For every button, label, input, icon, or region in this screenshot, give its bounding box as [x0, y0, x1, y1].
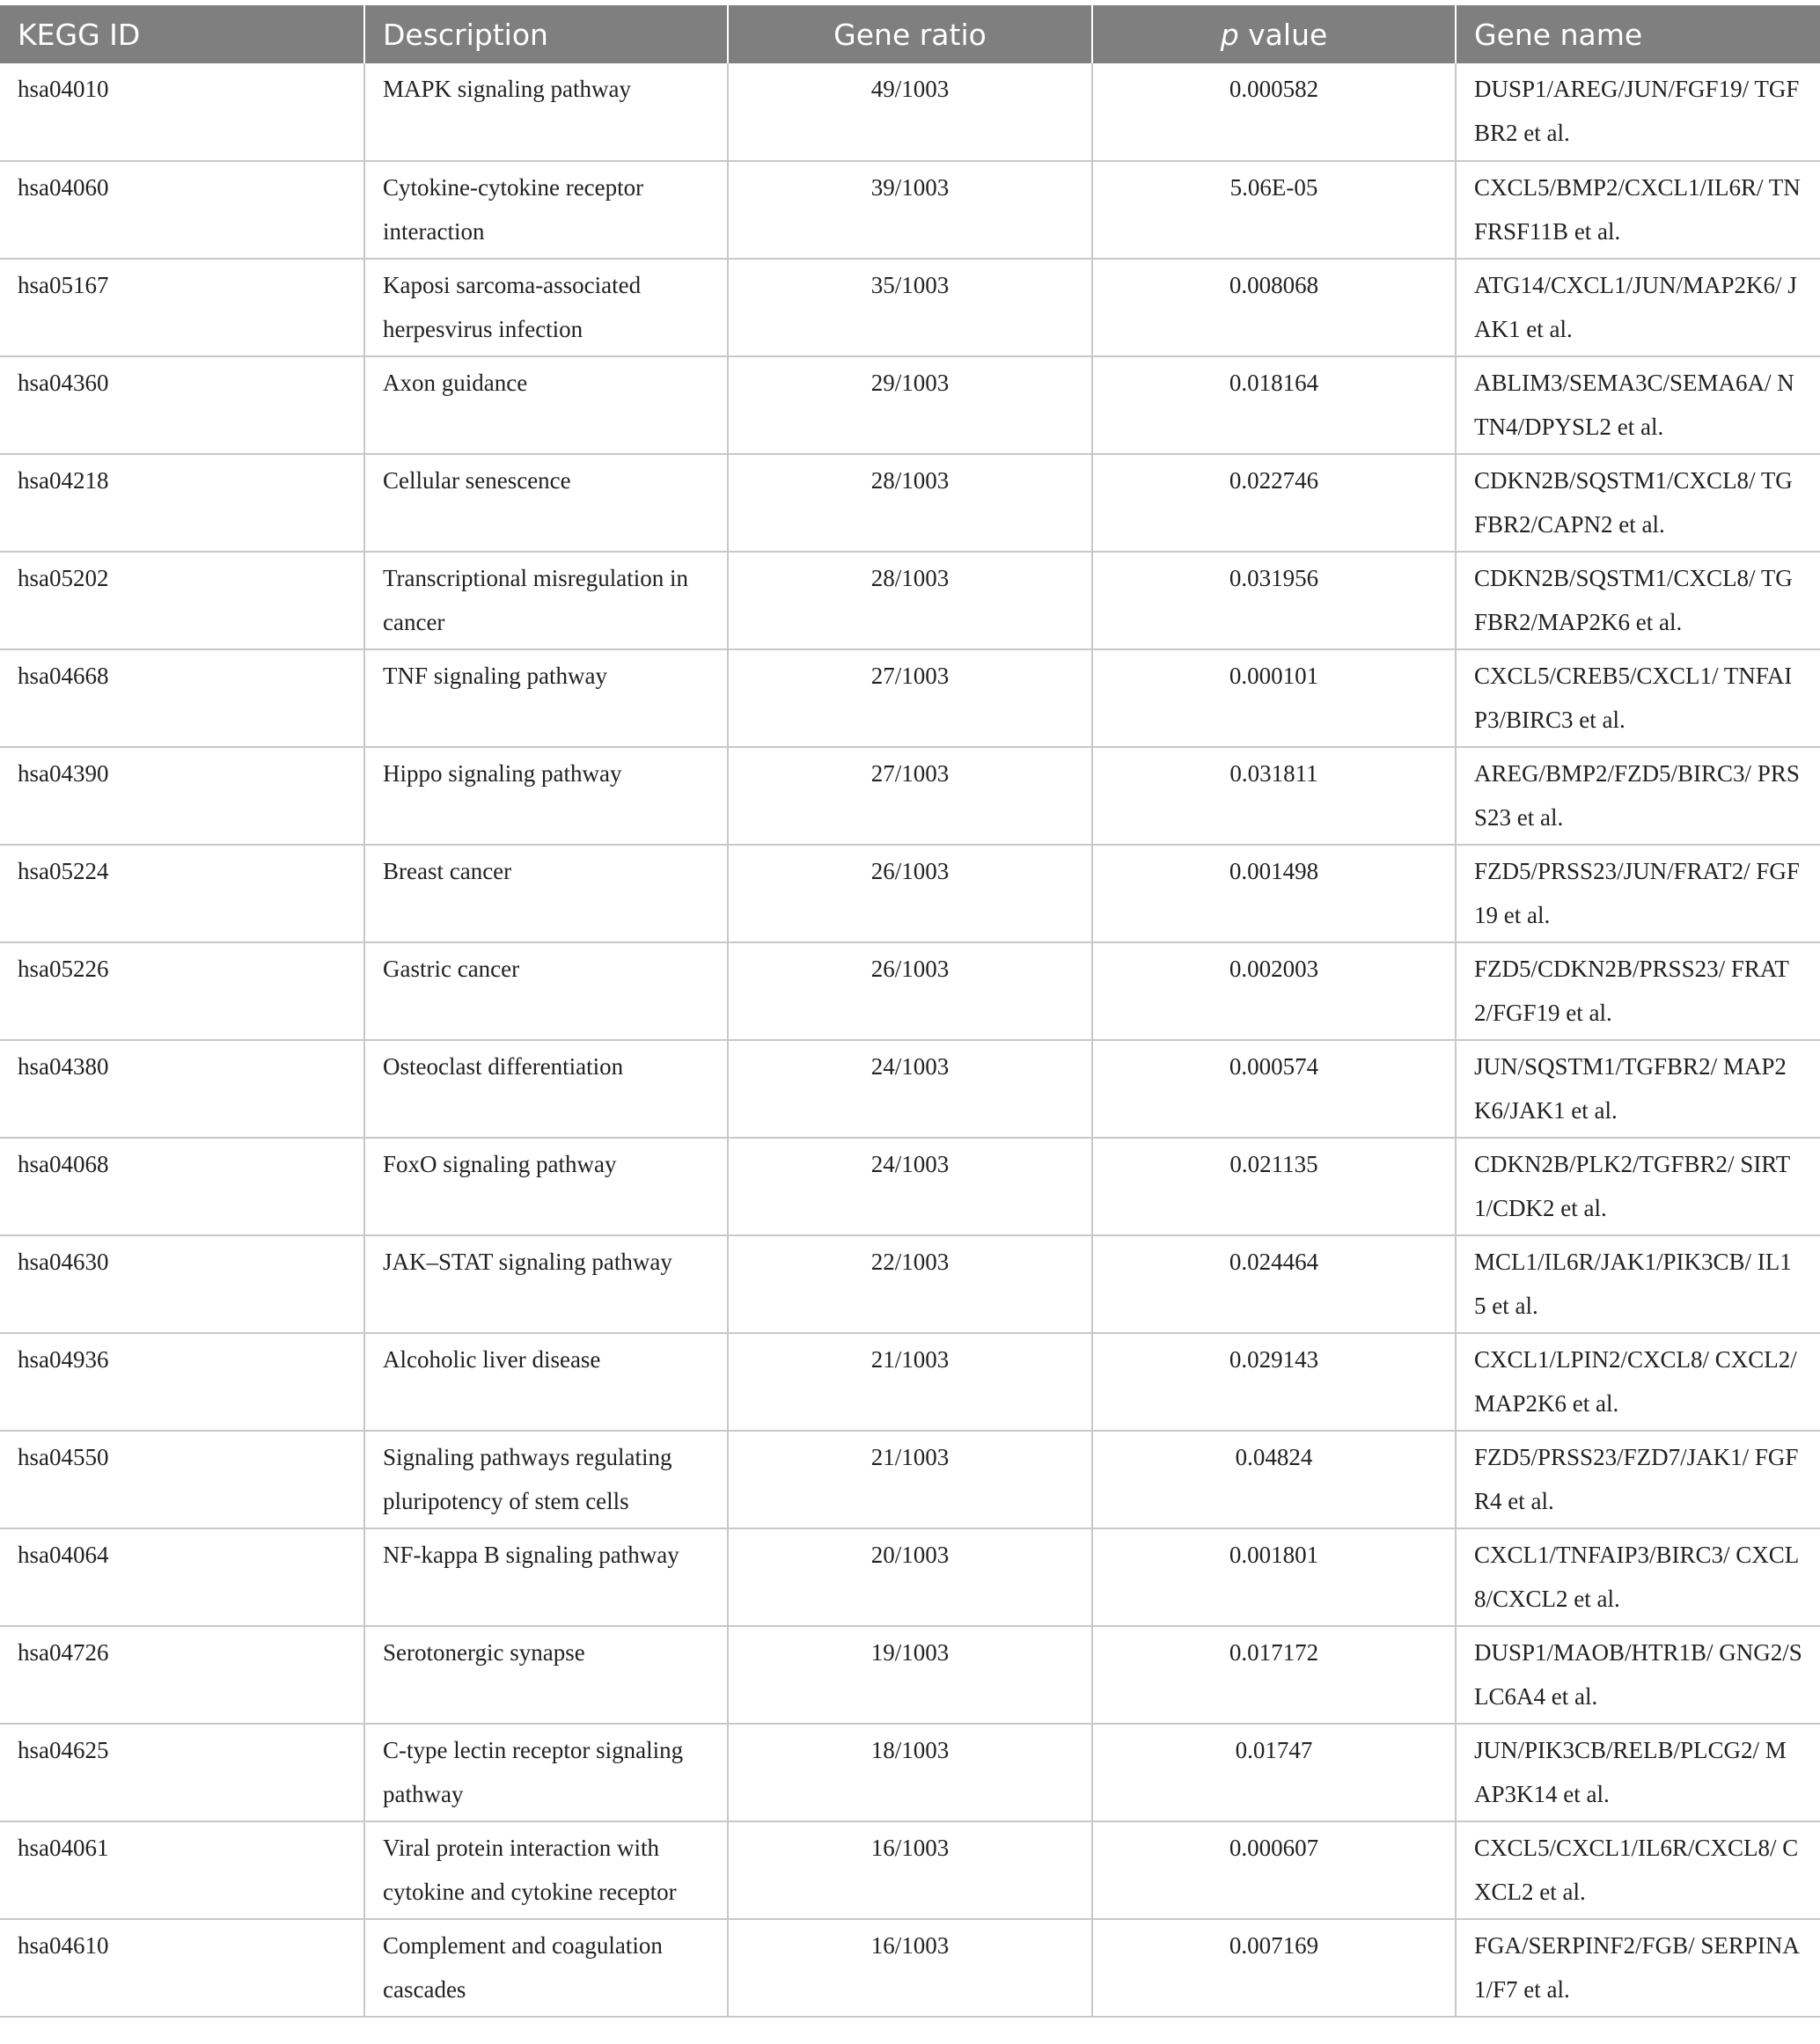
table-row [0, 1431, 1820, 1528]
p-value-cell: 0.007169 [1092, 1919, 1456, 2017]
table-row [0, 942, 1820, 1040]
kegg-id-cell: hsa04064 [0, 1528, 364, 1626]
gene-name-cell: FGA/SERPINF2/FGB/ SERPINA1/F7 et al. [1456, 1919, 1820, 2017]
kegg-id-cell: hsa04625 [0, 1724, 364, 1821]
gene-name-cell: FZD5/PRSS23/JUN/FRAT2/ FGF19 et al. [1456, 845, 1820, 942]
gene-name-cell: AREG/BMP2/FZD5/BIRC3/ PRSS23 et al. [1456, 747, 1820, 845]
gene-name-cell: ABLIM3/SEMA3C/SEMA6A/ NTN4/DPYSL2 et al. [1456, 356, 1820, 454]
gene-ratio-cell: 26/1003 [728, 942, 1092, 1040]
description-cell: Hippo signaling pathway [364, 747, 728, 845]
table-row [0, 259, 1820, 356]
description-cell: Kaposi sarcoma-associated herpesvirus infection [364, 259, 728, 356]
kegg-id-cell: hsa04218 [0, 454, 364, 552]
table-row [0, 1138, 1820, 1235]
table-row [0, 1919, 1820, 2017]
description-cell: NF-kappa B signaling pathway [364, 1528, 728, 1626]
kegg-id-cell: hsa05202 [0, 552, 364, 649]
gene-ratio-cell: 21/1003 [728, 1333, 1092, 1431]
gene-ratio-cell: 27/1003 [728, 649, 1092, 747]
p-value-cell: 0.031811 [1092, 747, 1456, 845]
gene-name-cell: CXCL5/BMP2/CXCL1/IL6R/ TNFRSF11B et al. [1456, 161, 1820, 259]
table-body [0, 63, 1820, 2017]
gene-ratio-cell: 22/1003 [728, 1235, 1092, 1333]
kegg-id-cell: hsa04936 [0, 1333, 364, 1431]
kegg-id-cell: hsa04360 [0, 356, 364, 454]
gene-ratio-cell: 24/1003 [728, 1040, 1092, 1138]
kegg-id-cell: hsa04390 [0, 747, 364, 845]
gene-ratio-cell: 21/1003 [728, 1431, 1092, 1528]
gene-ratio-cell: 16/1003 [728, 1919, 1092, 2017]
p-value-cell: 0.002003 [1092, 942, 1456, 1040]
kegg-enrichment-table [0, 5, 1820, 2018]
p-value-cell: 0.031956 [1092, 552, 1456, 649]
description-cell: Osteoclast differentiation [364, 1040, 728, 1138]
p-value-cell: 0.001801 [1092, 1528, 1456, 1626]
table-row [0, 1235, 1820, 1333]
p-value-cell: 0.029143 [1092, 1333, 1456, 1431]
p-value-cell: 0.01747 [1092, 1724, 1456, 1821]
gene-name-cell: CXCL5/CXCL1/IL6R/CXCL8/ CXCL2 et al. [1456, 1821, 1820, 1919]
p-value-cell: 0.021135 [1092, 1138, 1456, 1235]
kegg-id-cell: hsa04726 [0, 1626, 364, 1724]
table-row [0, 649, 1820, 747]
gene-name-cell: CXCL1/TNFAIP3/BIRC3/ CXCL8/CXCL2 et al. [1456, 1528, 1820, 1626]
description-cell: Serotonergic synapse [364, 1626, 728, 1724]
p-value-cell: 0.017172 [1092, 1626, 1456, 1724]
kegg-id-cell: hsa04061 [0, 1821, 364, 1919]
gene-name-cell: ATG14/CXCL1/JUN/MAP2K6/ JAK1 et al. [1456, 259, 1820, 356]
kegg-id-cell: hsa05167 [0, 259, 364, 356]
gene-ratio-cell: 49/1003 [728, 63, 1092, 161]
p-value-cell: 0.000582 [1092, 63, 1456, 161]
header-gene-ratio: Gene ratio [728, 5, 1092, 63]
gene-name-cell: CDKN2B/PLK2/TGFBR2/ SIRT1/CDK2 et al. [1456, 1138, 1820, 1235]
table-row [0, 552, 1820, 649]
description-cell: Cytokine-cytokine receptor interaction [364, 161, 728, 259]
description-cell: Complement and coagulation cascades [364, 1919, 728, 2017]
p-value-cell: 0.04824 [1092, 1431, 1456, 1528]
header-p-italic: p [1220, 17, 1239, 52]
table-header [0, 5, 1820, 63]
gene-name-cell: MCL1/IL6R/JAK1/PIK3CB/ IL15 et al. [1456, 1235, 1820, 1333]
p-value-cell: 0.008068 [1092, 259, 1456, 356]
gene-ratio-cell: 28/1003 [728, 552, 1092, 649]
gene-name-cell: DUSP1/MAOB/HTR1B/ GNG2/SLC6A4 et al. [1456, 1626, 1820, 1724]
description-cell: Gastric cancer [364, 942, 728, 1040]
gene-name-cell: CXCL5/CREB5/CXCL1/ TNFAIP3/BIRC3 et al. [1456, 649, 1820, 747]
table-row [0, 1528, 1820, 1626]
p-value-cell: 0.022746 [1092, 454, 1456, 552]
description-cell: Signaling pathways regulating pluripotency of stem cells [364, 1431, 728, 1528]
description-cell: FoxO signaling pathway [364, 1138, 728, 1235]
kegg-id-cell: hsa04068 [0, 1138, 364, 1235]
p-value-cell: 0.000574 [1092, 1040, 1456, 1138]
description-cell: Transcriptional misregulation in cancer [364, 552, 728, 649]
p-value-cell: 0.024464 [1092, 1235, 1456, 1333]
description-cell: Breast cancer [364, 845, 728, 942]
gene-name-cell: CDKN2B/SQSTM1/CXCL8/ TGFBR2/CAPN2 et al. [1456, 454, 1820, 552]
table-row [0, 747, 1820, 845]
gene-name-cell: JUN/PIK3CB/RELB/PLCG2/ MAP3K14 et al. [1456, 1724, 1820, 1821]
gene-ratio-cell: 19/1003 [728, 1626, 1092, 1724]
description-cell: TNF signaling pathway [364, 649, 728, 747]
gene-name-cell: JUN/SQSTM1/TGFBR2/ MAP2K6/JAK1 et al. [1456, 1040, 1820, 1138]
p-value-cell: 0.018164 [1092, 356, 1456, 454]
header-description: Description [364, 5, 728, 63]
gene-name-cell: CDKN2B/SQSTM1/CXCL8/ TGFBR2/MAP2K6 et al. [1456, 552, 1820, 649]
gene-name-cell: FZD5/CDKN2B/PRSS23/ FRAT2/FGF19 et al. [1456, 942, 1820, 1040]
kegg-id-cell: hsa04610 [0, 1919, 364, 2017]
gene-ratio-cell: 29/1003 [728, 356, 1092, 454]
description-cell: JAK–STAT signaling pathway [364, 1235, 728, 1333]
header-p-value [1092, 5, 1456, 63]
gene-name-cell: CXCL1/LPIN2/CXCL8/ CXCL2/MAP2K6 et al. [1456, 1333, 1820, 1431]
p-value-cell: 0.001498 [1092, 845, 1456, 942]
gene-ratio-cell: 39/1003 [728, 161, 1092, 259]
gene-ratio-cell: 16/1003 [728, 1821, 1092, 1919]
kegg-id-cell: hsa04010 [0, 63, 364, 161]
table-row [0, 63, 1820, 161]
gene-ratio-cell: 20/1003 [728, 1528, 1092, 1626]
kegg-enrichment-table-container [0, 5, 1820, 2018]
kegg-id-cell: hsa04668 [0, 649, 364, 747]
table-row [0, 1626, 1820, 1724]
gene-ratio-cell: 24/1003 [728, 1138, 1092, 1235]
kegg-id-cell: hsa05226 [0, 942, 364, 1040]
description-cell: Viral protein interaction with cytokine and cytokine receptor [364, 1821, 728, 1919]
kegg-id-cell: hsa04380 [0, 1040, 364, 1138]
gene-name-cell: DUSP1/AREG/JUN/FGF19/ TGFBR2 et al. [1456, 63, 1820, 161]
gene-ratio-cell: 18/1003 [728, 1724, 1092, 1821]
table-row [0, 356, 1820, 454]
table-row [0, 845, 1820, 942]
gene-name-cell: FZD5/PRSS23/FZD7/JAK1/ FGFR4 et al. [1456, 1431, 1820, 1528]
gene-ratio-cell: 26/1003 [728, 845, 1092, 942]
description-cell: Axon guidance [364, 356, 728, 454]
kegg-id-cell: hsa05224 [0, 845, 364, 942]
description-cell: C-type lectin receptor signaling pathway [364, 1724, 728, 1821]
table-row [0, 161, 1820, 259]
description-cell: Alcoholic liver disease [364, 1333, 728, 1431]
table-row [0, 1821, 1820, 1919]
kegg-id-cell: hsa04630 [0, 1235, 364, 1333]
header-kegg-id: KEGG ID [0, 5, 364, 63]
header-gene-name: Gene name [1474, 17, 1643, 52]
gene-ratio-cell: 27/1003 [728, 747, 1092, 845]
description-cell: Cellular senescence [364, 454, 728, 552]
p-value-cell: 0.000101 [1092, 649, 1456, 747]
gene-ratio-cell: 35/1003 [728, 259, 1092, 356]
table-row [0, 1333, 1820, 1431]
table-row [0, 454, 1820, 552]
header-p-rest: value [1238, 17, 1328, 52]
p-value-cell: 5.06E-05 [1092, 161, 1456, 259]
gene-ratio-cell: 28/1003 [728, 454, 1092, 552]
kegg-id-cell: hsa04060 [0, 161, 364, 259]
table-row [0, 1724, 1820, 1821]
p-value-cell: 0.000607 [1092, 1821, 1456, 1919]
header-row [0, 5, 1820, 63]
kegg-id-cell: hsa04550 [0, 1431, 364, 1528]
table-row [0, 1040, 1820, 1138]
description-cell: MAPK signaling pathway [364, 63, 728, 161]
